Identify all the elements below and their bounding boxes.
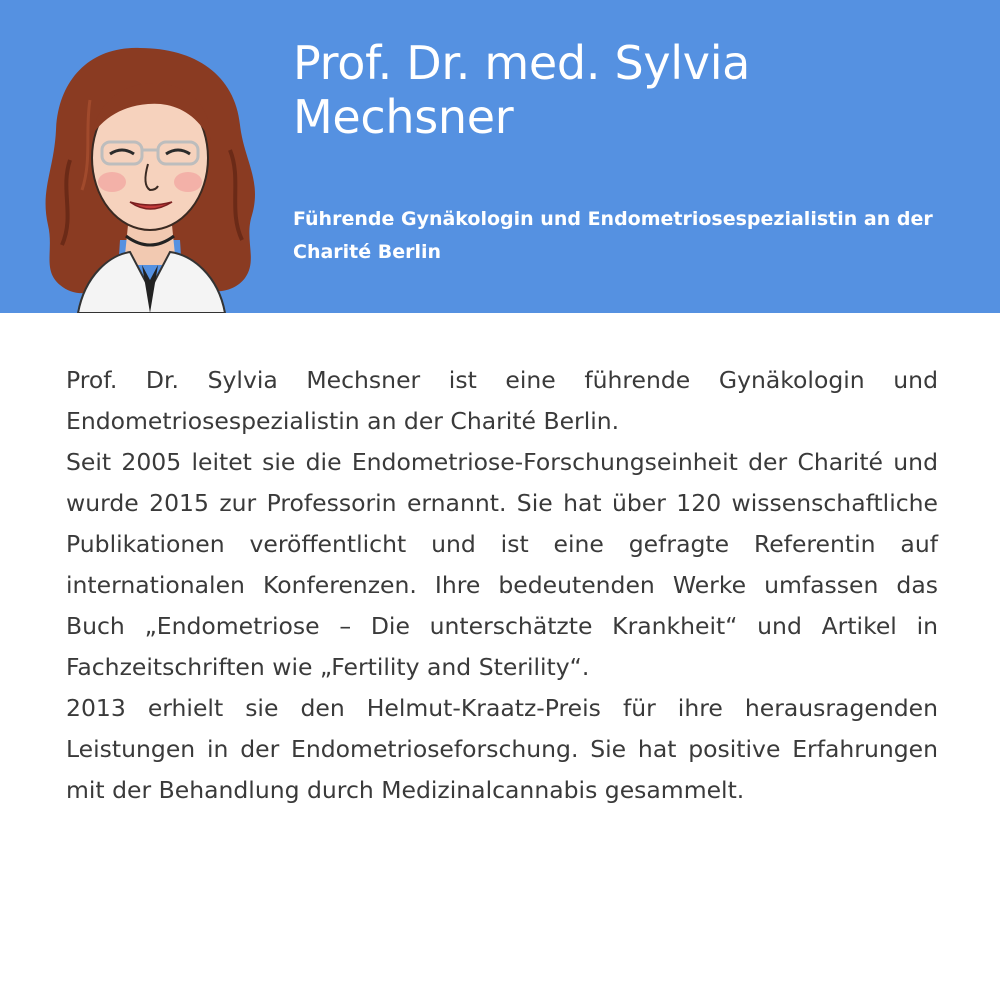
bio-paragraph: 2013 erhielt sie den Helmut-Kraatz-Preis für ihre herausragenden Leistungen in der Endometrioseforschung. Sie hat positive Erfahrungen mit der Behandlung durch Medizinalcannabis gesammelt. — [66, 694, 938, 804]
biography — [66, 360, 938, 811]
avatar — [30, 40, 270, 313]
profile-name: Prof. Dr. med. Sylvia Mechsner — [293, 36, 751, 144]
profile-header — [0, 0, 1000, 313]
bio-paragraph: Seit 2005 leitet sie die Endometriose-Forschungseinheit der Charité und wurde 2015 zur Professorin ernannt. Sie hat über 120 wissenschaftliche Publikationen veröffentlicht und ist eine gefragte Referentin auf internationalen Konferenzen. Ihre bedeutenden Werke umfassen das Buch „Endometriose – Die unterschätzte Krankheit“ und Artikel in Fachzeitschriften wie „Fertility and Sterility“. — [66, 448, 938, 681]
bio-paragraph: Prof. Dr. Sylvia Mechsner ist eine führende Gynäkologin und Endometriosespezialistin an der Charité Berlin. — [66, 366, 938, 435]
profile-subtitle: Führende Gynäkologin und Endometriosespezialistin an der Charité Berlin — [293, 208, 933, 263]
